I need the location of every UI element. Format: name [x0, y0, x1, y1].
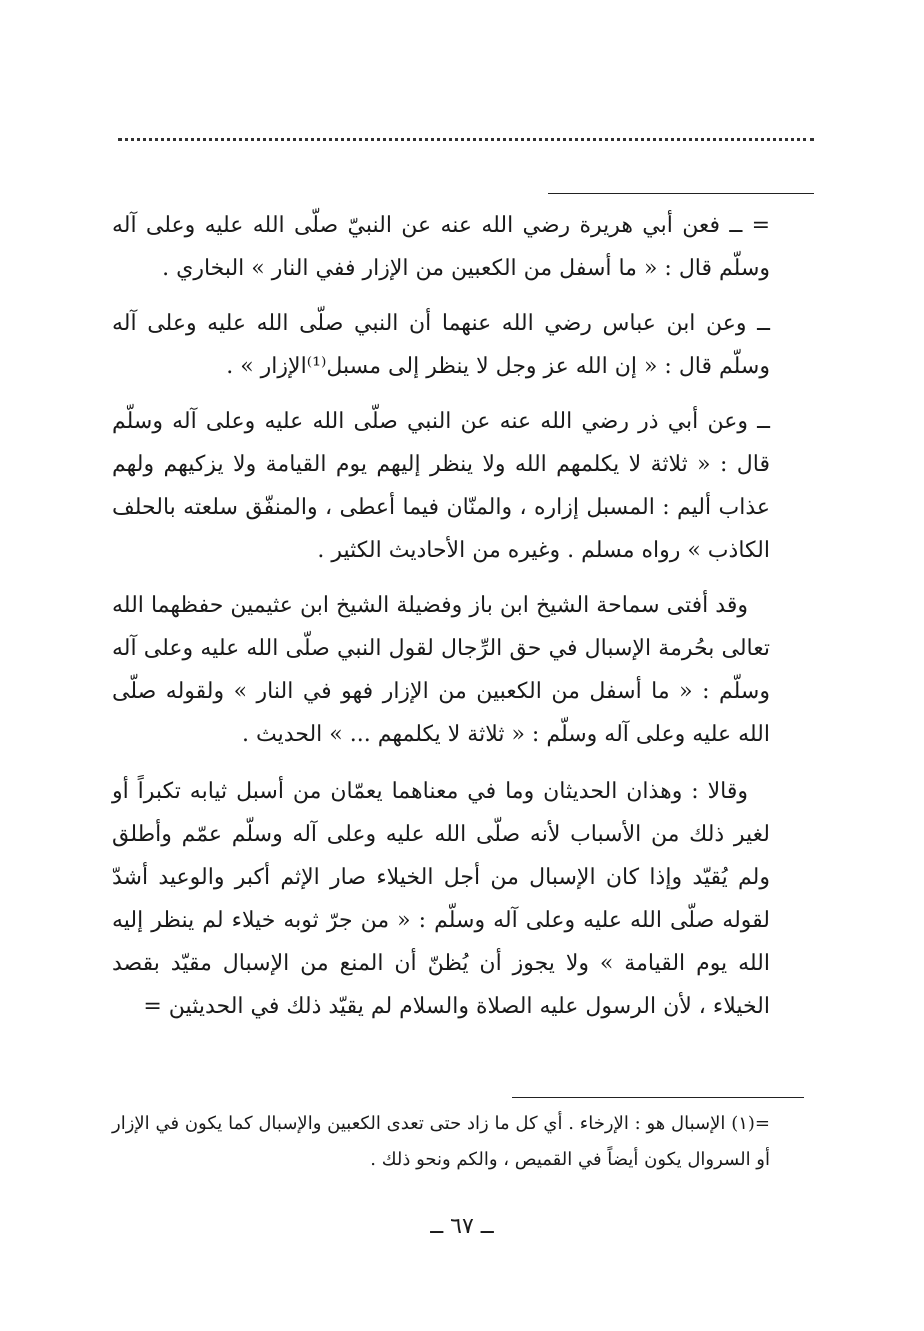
header-dotted-rule	[118, 138, 814, 141]
footnote-rule	[512, 1097, 804, 1098]
paragraph-hadith-abu-hurairah: = ــ فعن أبي هريرة رضي الله عنه عن النبيّ صلّى الله عليه وعلى آله وسلّم قال : « ما أسفل من الكعبين من الإزار ففي النار » البخاري .	[112, 213, 770, 281]
page-number: ــ ٦٧ ــ	[430, 1214, 494, 1239]
paragraph-fatwa-explanation: وقالا : وهذان الحديثان وما في معناهما يعمّان من أسبل ثيابه تكبراً أو لغير ذلك من الأسباب لأنه صلّى الله عليه وعلى آله وسلّم عمّم وأطلق ولم يُقيّد وإذا كان الإسبال من أجل الخيلاء صار الإثم أكبر والوعيد أشدّ لقوله صلّى الله عليه وعلى آله وسلّم : « من جرّ ثوبه خيلاء لم ينظر إليه الله يوم القيامة » ولا يجوز أن يُظنّ أن المنع من الإسبال مقيّد بقصد الخيلاء ، لأن الرسول عليه الصلاة والسلام لم يقيّد ذلك في الحديثين =	[112, 779, 770, 1019]
paragraph-hadith-ibn-abbas: ــ وعن ابن عباس رضي الله عنهما أن النبي صلّى الله عليه وعلى آله وسلّم قال : « إن الله عز وجل لا ينظر إلى مسبل⁽¹⁾الإزار » .	[112, 311, 770, 379]
scan-speck	[166, 1298, 178, 1306]
main-text	[112, 204, 770, 1042]
continuation-rule	[548, 193, 814, 194]
paragraph-fatwa: وقد أفتى سماحة الشيخ ابن باز وفضيلة الشيخ ابن عثيمين حفظهما الله تعالى بحُرمة الإسبال في حق الرِّجال لقول النبي صلّى الله عليه وعلى آله وسلّم : « ما أسفل من الكعبين من الإزار فهو في النار » ولقوله صلّى الله عليه وعلى آله وسلّم : « ثلاثة لا يكلمهم ... » الحديث .	[112, 593, 770, 747]
footnote: =(١) الإسبال هو : الإرخاء . أي كل ما زاد حتى تعدى الكعبين والإسبال كما يكون في الإزار أو السروال يكون أيضاً في القميص ، والكم ونحو ذلك .	[112, 1113, 770, 1170]
paragraph-hadith-abu-dharr: ــ وعن أبي ذر رضي الله عنه عن النبي صلّى الله عليه وعلى آله وسلّم قال : « ثلاثة لا يكلمهم الله ولا ينظر إليهم يوم القيامة ولا يزكيهم ولهم عذاب أليم : المسبل إزاره ، والمنّان فيما أعطى ، والمنفّق سلعته بالحلف الكاذب » رواه مسلم . وغيره من الأحاديث الكثير .	[112, 409, 770, 563]
